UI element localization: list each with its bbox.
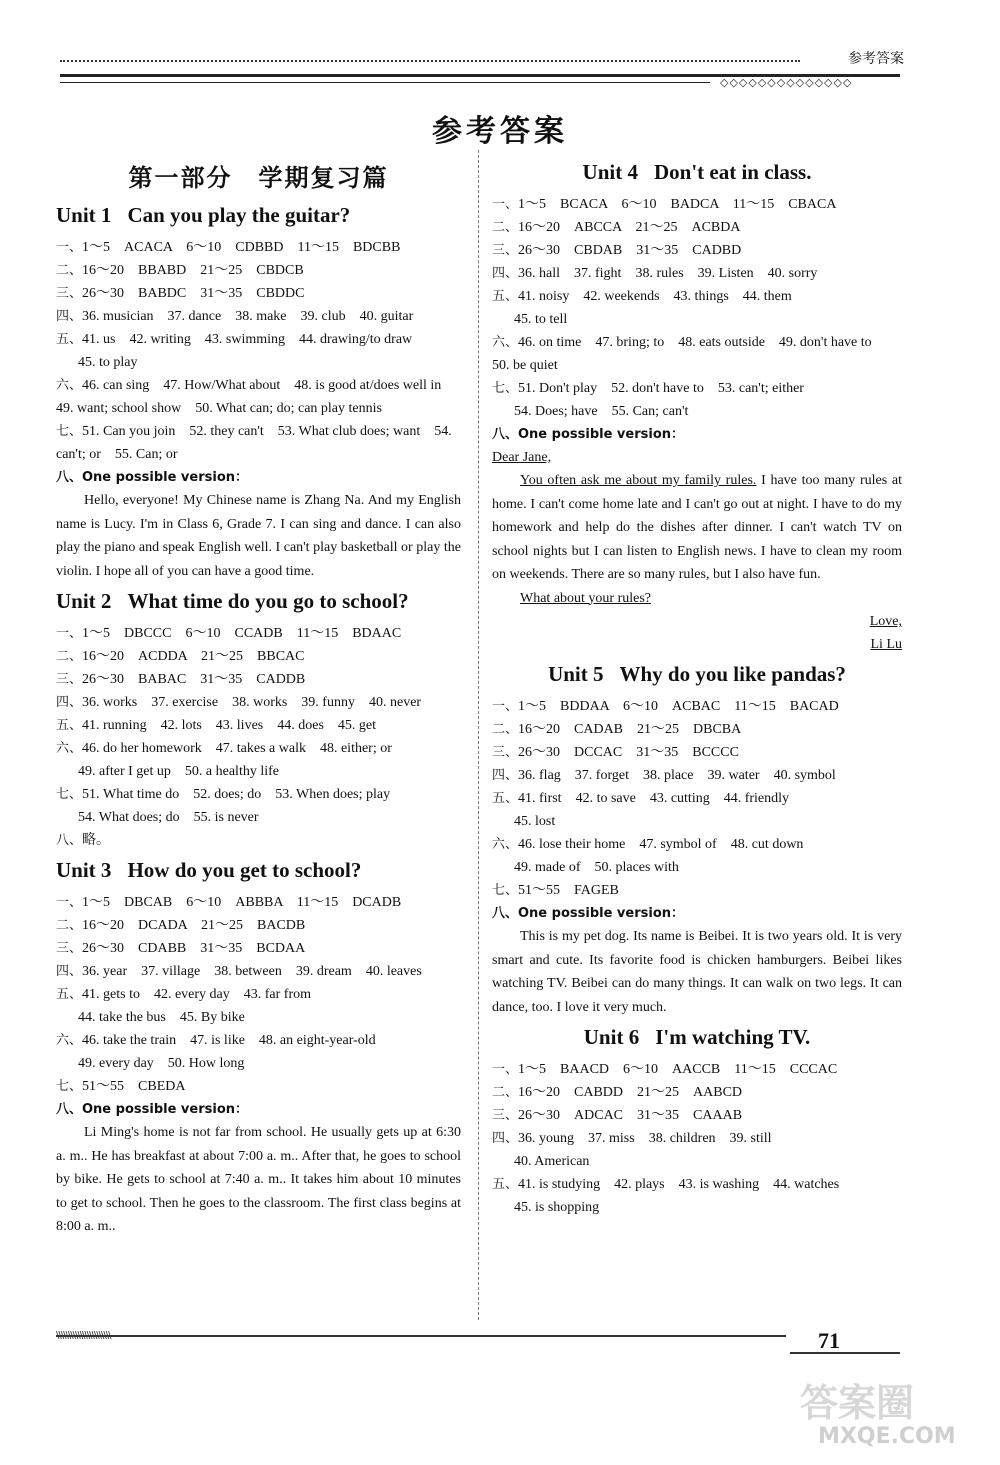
answer-text: 46. on time 47. bring; to 48. eats outside 49. don't have to 50. be quiet [492, 335, 886, 373]
answer-text: 41. is studying 42. plays 43. is washing 44. watches [518, 1177, 840, 1192]
unit-number: Unit 6 [583, 1025, 640, 1049]
answer-text: 49. every day 50. How long [78, 1056, 245, 1071]
section-number: 六、 [56, 378, 83, 393]
section-number: 七、 [56, 1079, 83, 1094]
right-units [492, 160, 902, 1219]
section-number: 三、 [56, 286, 83, 301]
answer-line [492, 1081, 902, 1104]
letter-first-sentence: You often ask me about my family rules. [520, 473, 757, 488]
section-number: 五、 [492, 289, 519, 304]
sample-essay [56, 1121, 461, 1239]
essay-paragraph: Hello, everyone! My Chinese name is Zhang Na. And my English name is Lucy. I'm in Class 6, Grade 7. I can sing and dance. I can also play the piano and speak English well. I can't play basketball or play the violin. I hope all of you can have a good time. [56, 493, 461, 579]
answer-text: 54. What does; do 55. is never [78, 810, 259, 825]
section-number: 五、 [492, 1177, 519, 1192]
section-number: 七、 [492, 381, 519, 396]
answer-line [56, 1052, 461, 1075]
answer-text: 45. to play [78, 355, 138, 370]
right-column [492, 154, 902, 1219]
answer-line [56, 1029, 461, 1052]
answer-text: 1～5 DBCCC 6～10 CCADB 11～15 BDAAC [82, 626, 402, 641]
section-number: 四、 [56, 309, 83, 324]
essay-label: 八、One possible version： [56, 470, 249, 485]
answer-line [492, 879, 902, 902]
answer-text: 46. take the train 47. is like 48. an eight-year-old [82, 1033, 376, 1048]
answer-line [492, 695, 902, 718]
letter-body-text: I have too many rules at home. I can't come home late and I can't go out at night. I have to do my homework and help do the dishes after dinner. I can't watch TV on school nights but I can listen to English news. I have to clean my room on weekends. There are so many rules, but I also have fun. [492, 473, 902, 582]
answer-text: 51. Don't play 52. don't have to 53. can't; either [518, 381, 804, 396]
answer-text: 36. works 37. exercise 38. works 39. funny 40. never [82, 695, 422, 710]
unit-title [56, 203, 461, 228]
answer-line [56, 236, 461, 259]
answer-line [56, 328, 461, 351]
answer-text: 46. do her homework 47. takes a walk 48. either; or [82, 741, 392, 756]
answer-text: 49. after I get up 50. a healthy life [78, 764, 279, 779]
footer-ornament: \\\\\\\\\\\\\\\\\\\\\\\ [56, 1330, 111, 1341]
answer-line [56, 351, 461, 374]
section-number: 三、 [492, 745, 519, 760]
unit-name: I'm watching TV. [655, 1025, 811, 1049]
unit-number: Unit 2 [56, 589, 112, 613]
answer-line [56, 420, 461, 466]
section-number: 六、 [492, 837, 519, 852]
answer-text: 36. young 37. miss 38. children 39. still [518, 1131, 772, 1146]
answer-text: 1～5 ACACA 6～10 CDBBD 11～15 BDCBB [82, 240, 401, 255]
answer-text: 51. Can you join 52. they can't 53. What club does; want 54. can't; or 55. Can; or [56, 424, 452, 462]
answer-text: 16～20 ABCCA 21～25 ACBDA [518, 220, 741, 235]
letter-signature: Li Lu [870, 637, 902, 652]
section-number: 一、 [492, 1062, 519, 1077]
answer-text: 36. musician 37. dance 38. make 39. club 40. guitar [82, 309, 414, 324]
answer-text: 51～55 CBEDA [82, 1079, 186, 1094]
letter-signature-line [492, 633, 902, 656]
answer-text: 49. made of 50. places with [514, 860, 679, 875]
answer-line [492, 400, 902, 423]
answer-line [492, 377, 902, 400]
answer-text: 26～30 ADCAC 31～35 CAAAB [518, 1108, 743, 1123]
answer-line [56, 259, 461, 282]
watermark-url: MXQE.COM [818, 1424, 956, 1449]
section-number: 二、 [492, 1085, 519, 1100]
answer-line [56, 937, 461, 960]
section-number: 七、 [56, 787, 83, 802]
answer-line [56, 914, 461, 937]
answer-line [492, 718, 902, 741]
answer-line [492, 308, 902, 331]
answer-text: 44. take the bus 45. By bike [78, 1010, 245, 1025]
letter-signoff: Love, [869, 614, 902, 629]
unit-title [492, 1025, 902, 1050]
section-number: 二、 [492, 722, 519, 737]
answer-line [56, 806, 461, 829]
section-number: 四、 [56, 964, 83, 979]
answer-line [492, 1058, 902, 1081]
section-number: 六、 [56, 741, 83, 756]
section-number: 八、 [56, 833, 83, 848]
section-number: 五、 [56, 718, 83, 733]
answer-text: 1～5 DBCAB 6～10 ABBBA 11～15 DCADB [82, 895, 402, 910]
unit-number: Unit 1 [56, 203, 112, 227]
section-number: 二、 [56, 649, 83, 664]
answer-text: 26～30 BABAC 31～35 CADDB [82, 672, 306, 687]
letter-body [492, 469, 902, 610]
answer-line [492, 1196, 902, 1219]
answer-text: 26～30 BABDC 31～35 CBDDC [82, 286, 305, 301]
answer-line [56, 829, 461, 852]
answer-text: 45. lost [514, 814, 556, 829]
section-number: 三、 [492, 1108, 519, 1123]
answer-text: 41. noisy 42. weekends 43. things 44. them [518, 289, 792, 304]
answer-line [492, 193, 902, 216]
essay-label: 八、One possible version： [492, 906, 685, 921]
answer-text: 26～30 CDABB 31～35 BCDAA [82, 941, 306, 956]
section-number: 七、 [492, 883, 519, 898]
essay-label: 八、One possible version： [56, 1102, 249, 1117]
header-ornament: ◇◇◇◇◇◇◇◇◇◇◇◇◇◇ [720, 76, 853, 89]
section-number: 五、 [492, 791, 519, 806]
letter-closing-paragraph [492, 587, 902, 611]
section-number: 二、 [56, 918, 83, 933]
answer-line [56, 783, 461, 806]
essay-label: 八、One possible version： [492, 427, 685, 442]
section-number: 一、 [56, 895, 83, 910]
section-number: 三、 [56, 941, 83, 956]
answer-text: 16～20 CABDD 21～25 AABCD [518, 1085, 743, 1100]
answer-text: 16～20 DCADA 21～25 BACDB [82, 918, 306, 933]
answer-line [492, 1173, 902, 1196]
unit-name: Don't eat in class. [653, 160, 812, 184]
section-number: 三、 [56, 672, 83, 687]
unit-title [492, 662, 902, 687]
answer-line [492, 216, 902, 239]
answer-line [492, 239, 902, 262]
answer-line [492, 331, 902, 377]
answer-text: 54. Does; have 55. Can; can't [514, 404, 689, 419]
sample-essay [56, 489, 461, 583]
answer-text: 45. is shopping [514, 1200, 600, 1215]
section-number: 五、 [56, 987, 83, 1002]
answer-text: 36. flag 37. forget 38. place 39. water 40. symbol [518, 768, 836, 783]
letter-closing-question: What about your rules? [520, 590, 652, 606]
section-number: 六、 [492, 335, 519, 350]
header-dotted-rule [60, 60, 800, 62]
unit-name: Can you play the guitar? [127, 203, 351, 227]
unit-title [492, 160, 902, 185]
answer-line [56, 960, 461, 983]
header-label: 参考答案 [848, 51, 904, 67]
answer-line [56, 691, 461, 714]
answer-line [492, 741, 902, 764]
answer-text: 1～5 BDDAA 6～10 ACBAC 11～15 BACAD [518, 699, 839, 714]
answer-text: 41. first 42. to save 43. cutting 44. friendly [518, 791, 790, 806]
letter-paragraph [492, 469, 902, 587]
answer-text: 1～5 BCACA 6～10 BADCA 11～15 CBACA [518, 197, 837, 212]
answer-line [56, 374, 461, 420]
answer-text: 1～5 BAACD 6～10 AACCB 11～15 CCCAC [518, 1062, 838, 1077]
answer-line [56, 737, 461, 760]
footer-rule [56, 1335, 786, 1337]
unit-title [56, 589, 461, 614]
answer-text: 41. gets to 42. every day 43. far from [82, 987, 312, 1002]
answer-text: 26～30 DCCAC 31～35 BCCCC [518, 745, 739, 760]
header-rule-thin [60, 82, 710, 83]
answer-text: 40. American [514, 1154, 590, 1169]
answer-line [56, 891, 461, 914]
answer-line [492, 856, 902, 879]
answer-line [492, 764, 902, 787]
section-number: 六、 [56, 1033, 83, 1048]
unit-number: Unit 4 [582, 160, 638, 184]
sample-essay [492, 925, 902, 1019]
answer-line [56, 983, 461, 1006]
page-title: 参考答案 [432, 114, 568, 149]
essay-paragraph: Li Ming's home is not far from school. He usually gets up at 6:30 a. m.. He has breakfast at about 7:00 a. m.. After that, he goes to school by bike. He gets to school at 7:40 a. m.. It takes him about 10 minutes to get to school. Then he goes to the classroom. The first class begins at 8:00 a. m.. [56, 1125, 461, 1234]
answer-line [56, 760, 461, 783]
unit-name: What time do you go to school? [127, 589, 409, 613]
answer-text: 16～20 ACDDA 21～25 BBCAC [82, 649, 305, 664]
answer-line [56, 1006, 461, 1029]
answer-line [492, 810, 902, 833]
unit-title [56, 858, 461, 883]
part-title: 第一部分 学期复习篇 [128, 164, 389, 192]
answer-text: 46. lose their home 47. symbol of 48. cut down [518, 837, 804, 852]
section-number: 四、 [492, 266, 519, 281]
section-number: 四、 [492, 1131, 519, 1146]
answer-text: 46. can sing 47. How/What about 48. is good at/does well in 49. want; school show 50. What can; do; can play tennis [56, 378, 456, 416]
section-number: 四、 [492, 768, 519, 783]
section-number: 一、 [492, 699, 519, 714]
answer-text: 41. us 42. writing 43. swimming 44. drawing/to draw [82, 332, 413, 347]
unit-name: How do you get to school? [127, 858, 362, 882]
section-number: 一、 [492, 197, 519, 212]
essay-paragraph: This is my pet dog. Its name is Beibei. It is two years old. It is very smart and cute. Its favorite food is chicken hamburgers. Beibei likes watching TV. Beibei can do many things. It can walk on two legs. It can dance, too. I love it very much. [492, 929, 902, 1015]
answer-line [492, 1104, 902, 1127]
answer-text: 36. year 37. village 38. between 39. dream 40. leaves [82, 964, 422, 979]
section-number: 五、 [56, 332, 83, 347]
answer-line [56, 305, 461, 328]
answer-line [56, 645, 461, 668]
section-number: 一、 [56, 240, 83, 255]
answer-text: 16～20 CADAB 21～25 DBCBA [518, 722, 742, 737]
column-divider [478, 150, 479, 1320]
answer-text: 45. to tell [514, 312, 568, 327]
watermark-logo: 答案圈 [800, 1381, 915, 1425]
section-number: 一、 [56, 626, 83, 641]
answer-text: 51. What time do 52. does; do 53. When does; play [82, 787, 391, 802]
answer-line [56, 668, 461, 691]
answer-text: 51～55 FAGEB [518, 883, 619, 898]
answer-text: 16～20 BBABD 21～25 CBDCB [82, 263, 304, 278]
unit-number: Unit 3 [56, 858, 112, 882]
answer-text: 26～30 CBDAB 31～35 CADBD [518, 243, 742, 258]
answer-line [492, 285, 902, 308]
section-number: 二、 [56, 263, 83, 278]
answer-line [492, 262, 902, 285]
answer-line [56, 714, 461, 737]
answer-line [56, 282, 461, 305]
answer-line [492, 1150, 902, 1173]
answer-line [492, 1127, 902, 1150]
left-units [56, 203, 461, 1239]
unit-number: Unit 5 [548, 662, 604, 686]
answer-line [492, 787, 902, 810]
answer-line [56, 622, 461, 645]
answer-text: 41. running 42. lots 43. lives 44. does 45. get [82, 718, 377, 733]
unit-name: Why do you like pandas? [619, 662, 846, 686]
page-number: 71 [818, 1328, 840, 1353]
answer-line [56, 1075, 461, 1098]
section-number: 四、 [56, 695, 83, 710]
letter-signoff-line [492, 610, 902, 633]
section-number: 二、 [492, 220, 519, 235]
left-column [56, 154, 461, 1239]
answer-text: 36. hall 37. fight 38. rules 39. Listen 40. sorry [518, 266, 818, 281]
page-number-ornament [790, 1352, 900, 1354]
section-number: 七、 [56, 424, 83, 439]
answer-line [492, 833, 902, 856]
letter-salutation: Dear Jane, [492, 450, 552, 465]
section-number: 三、 [492, 243, 519, 258]
answer-text: 略。 [82, 833, 111, 848]
